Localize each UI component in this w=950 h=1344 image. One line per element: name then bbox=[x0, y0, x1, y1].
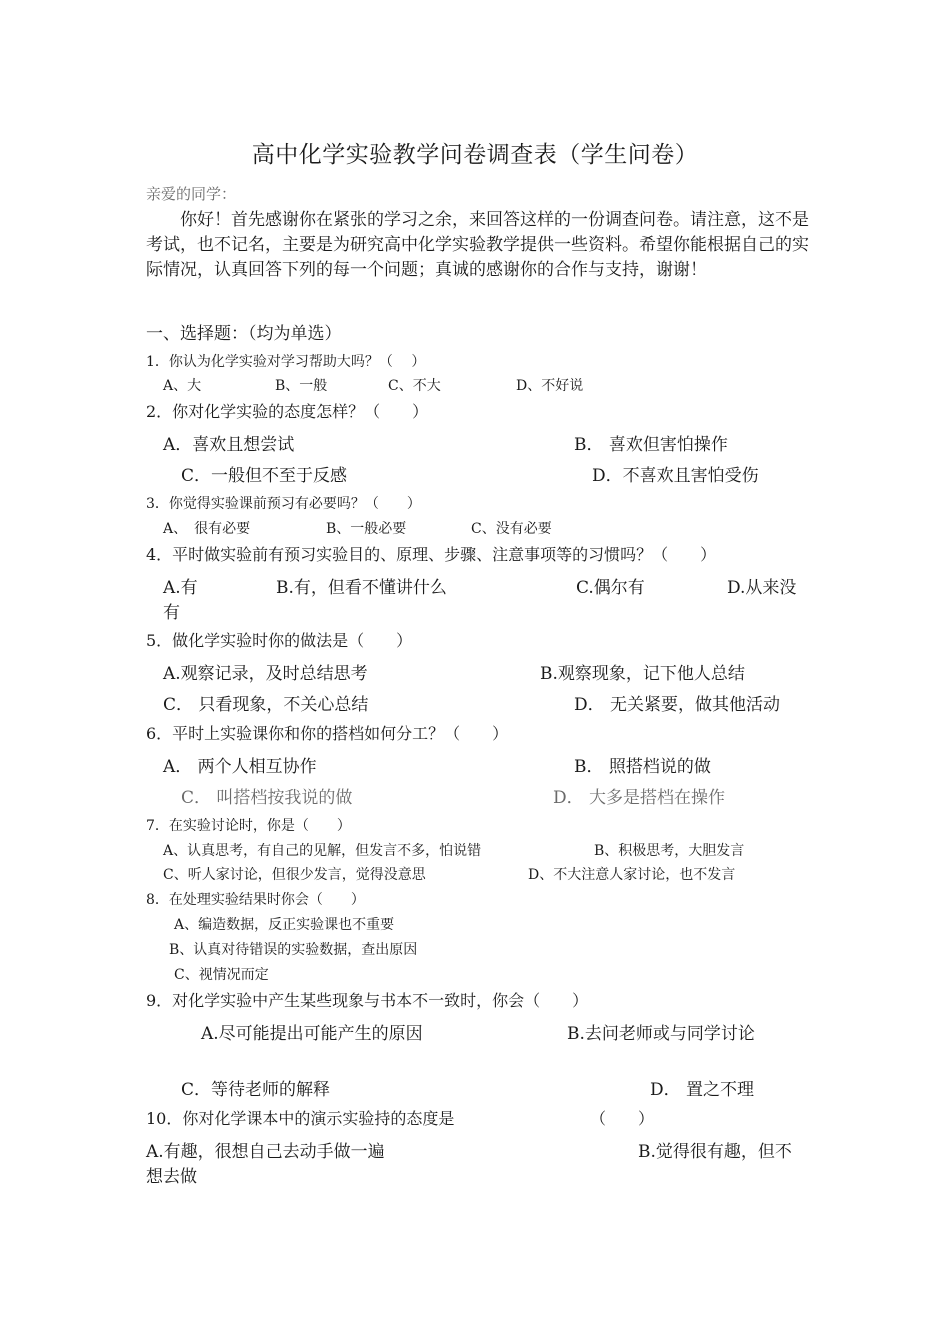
q7-option-a[interactable]: A、认真思考，有自己的见解，但发言不多，怕说错 bbox=[163, 843, 482, 859]
question-8: 8．在处理实验结果时你会（ ） bbox=[146, 892, 365, 908]
q1-option-c[interactable]: C、不大 bbox=[388, 378, 441, 394]
q4-option-a[interactable]: A.有 bbox=[163, 578, 198, 598]
q6-option-b[interactable]: B． 照搭档说的做 bbox=[574, 757, 711, 777]
page-title: 高中化学实验教学问卷调查表（学生问卷） bbox=[251, 142, 699, 168]
q3-option-b[interactable]: B、一般必要 bbox=[326, 521, 407, 537]
question-4: 4．平时做实验前有预习实验目的、原理、步骤、注意事项等的习惯吗？（ ） bbox=[146, 545, 717, 564]
question-7: 7．在实验讨论时，你是（ ） bbox=[146, 818, 351, 834]
q7-option-d[interactable]: D、不大注意人家讨论，也不发言 bbox=[528, 867, 736, 883]
q3-option-a[interactable]: A、 很有必要 bbox=[163, 521, 251, 537]
question-9: 9．对化学实验中产生某些现象与书本不一致时，你会（ ） bbox=[146, 991, 589, 1010]
q2-option-b[interactable]: B． 喜欢但害怕操作 bbox=[574, 435, 728, 455]
q10-answer-blank: （ ） bbox=[590, 1109, 655, 1128]
q4-option-b[interactable]: B.有，但看不懂讲什么 bbox=[276, 578, 447, 598]
q9-option-a[interactable]: A.尽可能提出可能产生的原因 bbox=[201, 1024, 423, 1044]
q7-option-b[interactable]: B、积极思考，大胆发言 bbox=[594, 843, 745, 859]
q4-option-c[interactable]: C.偶尔有 bbox=[576, 578, 645, 598]
q9-option-c[interactable]: C．等待老师的解释 bbox=[181, 1080, 331, 1100]
q4-option-d-wrap: 有 bbox=[163, 603, 180, 623]
question-10: 10．你对化学课本中的演示实验持的态度是 bbox=[146, 1109, 455, 1128]
q10-option-b[interactable]: B.觉得很有趣，但不 bbox=[638, 1142, 792, 1162]
q3-option-c[interactable]: C、没有必要 bbox=[471, 521, 552, 537]
q1-option-d[interactable]: D、不好说 bbox=[516, 378, 584, 394]
question-5: 5．做化学实验时你的做法是（ ） bbox=[146, 631, 413, 650]
q10-option-b-wrap: 想去做 bbox=[146, 1167, 197, 1187]
q2-option-d[interactable]: D．不喜欢且害怕受伤 bbox=[592, 466, 759, 486]
greeting: 亲爱的同学： bbox=[146, 185, 237, 203]
q5-option-c[interactable]: C． 只看现象，不关心总结 bbox=[163, 695, 369, 715]
section-heading: 一、选择题：（均为单选） bbox=[146, 324, 342, 344]
q8-option-a[interactable]: A、编造数据，反正实验课也不重要 bbox=[174, 917, 395, 933]
q1-option-b[interactable]: B、一般 bbox=[275, 378, 328, 394]
q2-option-c[interactable]: C．一般但不至于反感 bbox=[181, 466, 348, 486]
question-6: 6．平时上实验课你和你的搭档如何分工？（ ） bbox=[146, 724, 509, 743]
q6-option-c[interactable]: C． 叫搭档按我说的做 bbox=[181, 788, 353, 808]
q9-option-b[interactable]: B.去问老师或与同学讨论 bbox=[567, 1024, 755, 1044]
q5-option-b[interactable]: B.观察现象，记下他人总结 bbox=[540, 664, 745, 684]
question-3: 3．你觉得实验课前预习有必要吗？（ ） bbox=[146, 496, 421, 512]
q6-option-d[interactable]: D． 大多是搭档在操作 bbox=[553, 788, 726, 808]
q8-option-b[interactable]: B、认真对待错误的实验数据，查出原因 bbox=[169, 942, 418, 958]
intro-paragraph: 你好！首先感谢你在紧张的学习之余，来回答这样的一份调查问卷。请注意，这不是考试，也不记名，主要是为研究高中化学实验教学提供一些资料。希望你能根据自己的实际情况，认真回答下列的每一个问题；真诚的感谢你的合作与支持，谢谢！ bbox=[146, 210, 809, 280]
question-1: 1．你认为化学实验对学习帮助大吗？（ ） bbox=[146, 354, 426, 370]
q5-option-a[interactable]: A.观察记录，及时总结思考 bbox=[163, 664, 368, 684]
q8-option-c[interactable]: C、视情况而定 bbox=[174, 967, 269, 983]
q10-option-a[interactable]: A.有趣，很想自己去动手做一遍 bbox=[146, 1142, 385, 1162]
q4-option-d[interactable]: D.从来没 bbox=[727, 578, 797, 598]
q2-option-a[interactable]: A．喜欢且想尝试 bbox=[163, 435, 295, 455]
q5-option-d[interactable]: D． 无关紧要，做其他活动 bbox=[574, 695, 781, 715]
question-2: 2．你对化学实验的态度怎样？（ ） bbox=[146, 402, 429, 421]
q9-option-d[interactable]: D． 置之不理 bbox=[650, 1080, 755, 1100]
q7-option-c[interactable]: C、听人家讨论，但很少发言，觉得没意思 bbox=[163, 867, 426, 883]
q1-option-a[interactable]: A、大 bbox=[163, 378, 202, 394]
q6-option-a[interactable]: A． 两个人相互协作 bbox=[163, 757, 317, 777]
